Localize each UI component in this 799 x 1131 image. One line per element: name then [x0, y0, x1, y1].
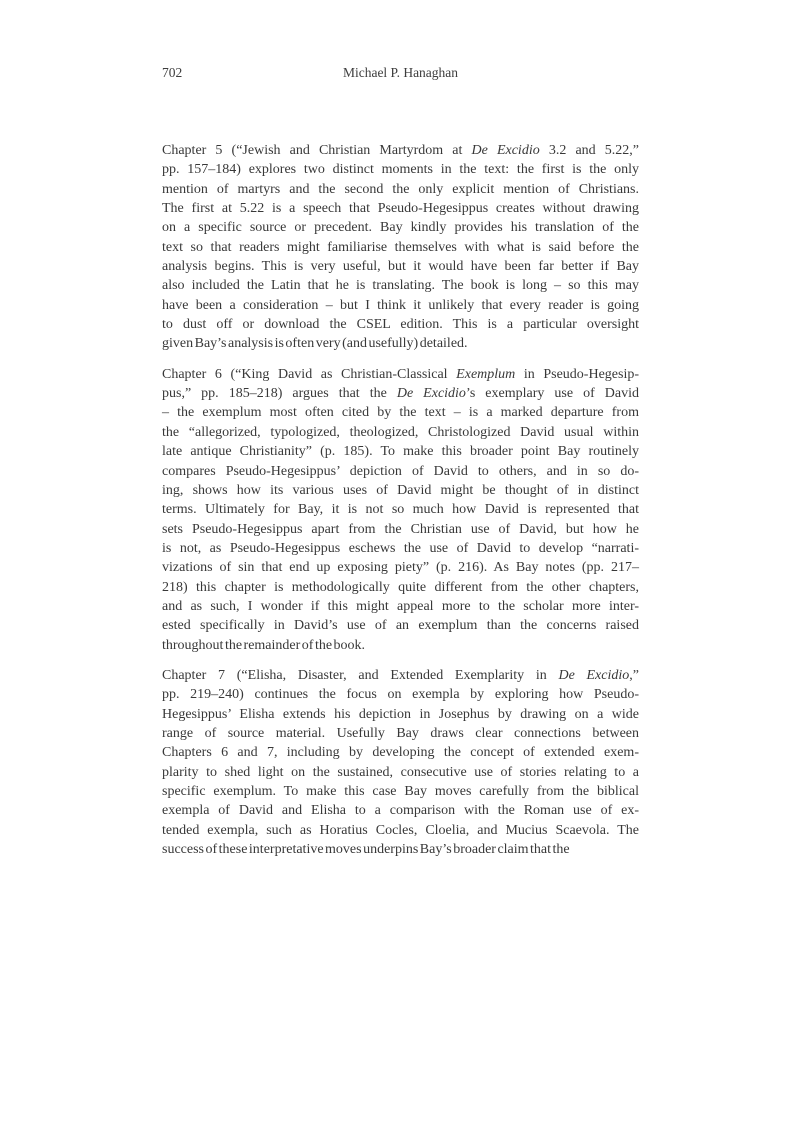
text-run: specific exemplum. To make this case Bay moves carefully from the biblical — [162, 784, 639, 799]
text-line — [162, 821, 639, 840]
text-line — [162, 403, 639, 422]
text-run: ested specifically in David’s use of an exemplum than the concerns raised — [162, 618, 639, 634]
text-line — [162, 141, 639, 160]
text-line — [162, 578, 639, 597]
text-run: analysis begins. This is very useful, but it would have been far better if Bay — [162, 259, 639, 275]
text-line — [162, 597, 639, 616]
text-line — [162, 636, 639, 655]
text-line — [162, 705, 639, 724]
text-run: in Pseudo-Hegesip- — [515, 366, 639, 382]
text-run: ing, shows how its various uses of David might be thought of in distinct — [162, 482, 639, 498]
text-run: also included the Latin that he is translating. The book is long – so this may — [162, 278, 639, 294]
text-run: range of source material. Usefully Bay draws clear connections between — [162, 725, 639, 741]
text-line — [162, 520, 639, 539]
text-run: sets Pseudo-Hegesippus apart from the Christian use of David, but how he — [162, 521, 639, 537]
text-run: 218) this chapter is methodologically quite different from the other chapters, — [162, 579, 639, 595]
text-run: given Bay’s analysis is often very (and usefully) detailed. — [162, 336, 468, 352]
text-line — [162, 315, 639, 334]
text-run: to dust off or download the CSEL edition. This is a particular oversight — [162, 317, 639, 333]
text-line — [162, 276, 639, 295]
italic-run: De Excidio — [558, 667, 630, 683]
text-run: ,” — [629, 667, 639, 683]
text-line — [162, 801, 639, 820]
text-run: – the exemplum most often cited by the text – is a marked departure from — [162, 405, 639, 421]
text-run: 3.2 and 5.22,” — [539, 143, 639, 158]
text-line — [162, 743, 639, 762]
text-line — [162, 558, 639, 577]
text-line — [162, 782, 639, 801]
text-run: pp. 157–184) explores two distinct moments in the text: the first is the only — [162, 162, 639, 178]
running-header-author: Michael P. Hanaghan — [342, 65, 459, 80]
text-run: mention of martyrs and the second the only explicit mention of Christians. — [162, 181, 639, 197]
text-line — [162, 462, 639, 481]
italic-run: Exemplum — [456, 366, 516, 382]
text-line — [162, 160, 639, 179]
text-run: terms. Ultimately for Bay, it is not so much how David is represented that — [162, 502, 639, 518]
paragraph — [162, 365, 639, 655]
text-run: pus,” pp. 185–218) argues that the — [162, 386, 397, 402]
text-line — [162, 238, 639, 257]
text-line — [162, 539, 639, 558]
text-run: pp. 219–240) continues the focus on exempla by exploring how Pseudo- — [162, 687, 639, 703]
text-run: late antique Christianity” (p. 185). To make this broader point Bay routinely — [162, 444, 639, 460]
text-run: Chapter 6 (“King David as Christian-Classical — [162, 366, 457, 382]
text-run: success of these interpretative moves underpins Bay’s broader claim that the — [162, 842, 570, 858]
review-body — [162, 141, 639, 870]
text-run: Chapter 7 (“Elisha, Disaster, and Extended Exemplarity in — [162, 667, 559, 683]
running-header — [162, 65, 639, 81]
text-line — [162, 481, 639, 500]
text-run: The first at 5.22 is a speech that Pseudo-Hegesippus creates without drawing — [162, 201, 639, 217]
text-run: tended exempla, such as Horatius Cocles, Cloelia, and Mucius Scaevola. The — [162, 822, 639, 838]
text-run: throughout the remainder of the book. — [162, 637, 366, 653]
text-run: text so that readers might familiarise themselves with what is said before the — [162, 239, 639, 255]
italic-run: De Excidio — [471, 143, 540, 158]
text-line — [162, 763, 639, 782]
text-line — [162, 500, 639, 519]
text-line — [162, 423, 639, 442]
text-run: is not, as Pseudo-Hegesippus eschews the use of David to develop “narrati- — [162, 540, 639, 556]
text-line — [162, 199, 639, 218]
text-run: ’s exemplary use of David — [465, 386, 639, 402]
text-line — [162, 257, 639, 276]
text-run: and as such, I wonder if this might appeal more to the scholar more inter- — [162, 598, 639, 614]
text-line — [162, 685, 639, 704]
text-run: have been a consideration – but I think it unlikely that every reader is going — [162, 297, 639, 313]
paragraph — [162, 141, 639, 354]
text-line — [162, 180, 639, 199]
text-line — [162, 666, 639, 685]
text-line — [162, 365, 639, 384]
text-line — [162, 616, 639, 635]
italic-run: De Excidio — [396, 386, 466, 402]
text-run: compares Pseudo-Hegesippus’ depiction of David to others, and in so do- — [162, 463, 639, 479]
paragraph — [162, 666, 639, 859]
text-line — [162, 384, 639, 403]
text-run: the “allegorized, typologized, theologized, Christologized David usual within — [162, 424, 639, 440]
text-line — [162, 334, 639, 353]
text-run: exempla of David and Elisha to a comparison with the Roman use of ex- — [162, 803, 639, 819]
text-run: vizations of sin that end up exposing piety” (p. 216). As Bay notes (pp. 217– — [162, 560, 639, 576]
text-line — [162, 840, 639, 859]
text-line — [162, 296, 639, 315]
text-run: plarity to shed light on the sustained, consecutive use of stories relating to a — [162, 764, 639, 780]
page-number: 702 — [162, 65, 183, 80]
text-run: Chapters 6 and 7, including by developing the concept of extended exem- — [162, 745, 639, 761]
text-line — [162, 218, 639, 237]
text-run: on a specific source or precedent. Bay kindly provides his translation of the — [162, 220, 639, 236]
text-run: Hegesippus’ Elisha extends his depiction in Josephus by drawing on a wide — [162, 706, 639, 722]
text-run: Chapter 5 (“Jewish and Christian Martyrdom at — [162, 143, 472, 158]
text-line — [162, 724, 639, 743]
text-line — [162, 442, 639, 461]
